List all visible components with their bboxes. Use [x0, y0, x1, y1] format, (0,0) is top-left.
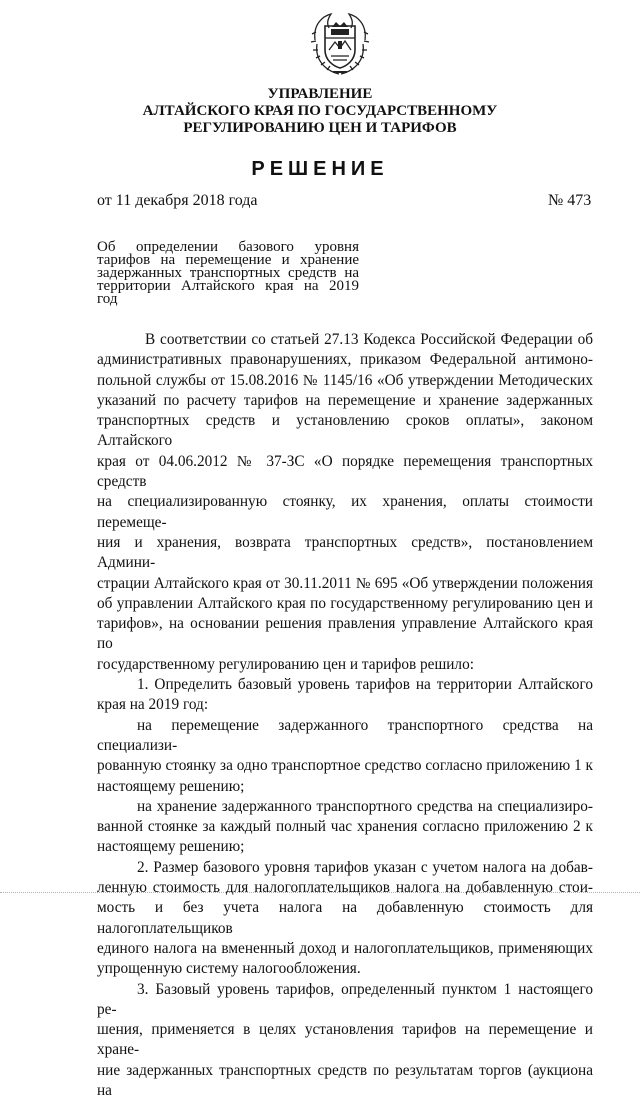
- subject-line: Об определении базового уровня: [97, 239, 359, 255]
- document-subject: [97, 241, 359, 306]
- body-line: края от 04.06.2012 № 37-ЗС «О порядке перемещения транспортных средств: [97, 452, 593, 491]
- subject-line: территории Алтайского края на 2019: [97, 278, 359, 294]
- document-date: от 11 декабря 2018 года: [97, 192, 258, 209]
- body-line: на специализированную стоянку, их хранения, оплаты стоимости перемеще-: [97, 493, 593, 531]
- subject-line: год: [97, 291, 118, 307]
- body-line: В соответствии со статьей 27.13 Кодекса Российской Федерации об: [145, 331, 593, 348]
- body-line: ванной стоянке за каждый полный час хранения согласно приложению 2 к: [97, 818, 593, 836]
- subject-line: задержанных транспортных средств на: [97, 265, 359, 281]
- body-line: 2. Размер базового уровня тарифов указан с учетом налога на добав-: [137, 858, 593, 876]
- body-line: польной службы от 15.08.2016 № 1145/16 «Об утверждении Методических: [97, 371, 593, 389]
- body-line: шения, применяется в целях установления тарифов на перемещение и хране-: [97, 1021, 593, 1059]
- body-line: на перемещение задержанного транспортного средства на специализи-: [97, 716, 593, 754]
- page-bottom-divider: [0, 892, 640, 893]
- body-line: транспортных средств и установлению сроков оплаты», законом Алтайского: [97, 412, 593, 450]
- body-line: 3. Базовый уровень тарифов, определенный пунктом 1 настоящего ре-: [97, 980, 593, 1018]
- authority-name-line-2: АЛТАЙСКОГО КРАЯ ПО ГОСУДАРСТВЕННОМУ: [142, 103, 498, 119]
- document-title: РЕШЕНИЕ: [251, 158, 389, 180]
- document-number: № 473: [548, 192, 592, 209]
- body-line: рованную стоянку за одно транспортное средство согласно приложению 1 к: [97, 757, 593, 775]
- body-line: настоящему решению;: [97, 777, 245, 795]
- authority-name-line-1: УПРАВЛЕНИЕ: [267, 86, 373, 102]
- body-line: ния и хранения, возврата транспортных средств», постановлением Админи-: [97, 533, 593, 572]
- body-line: упрощенную систему налогообложения.: [97, 960, 361, 978]
- body-line: государственному регулированию цен и тарифов решило:: [97, 655, 474, 673]
- body-line: об управлении Алтайского края по государственному регулированию цен и: [97, 594, 593, 612]
- body-line: 1. Определить базовый уровень тарифов на территории Алтайского: [137, 676, 593, 694]
- document-body: [97, 330, 593, 1101]
- body-line: тарифов», на основании решения правления управление Алтайского края по: [97, 615, 593, 653]
- coat-of-arms-icon: [309, 10, 371, 78]
- body-line: ние задержанных транспортных средств по результатам торгов (аукциона на: [97, 1061, 593, 1099]
- body-line: единого налога на вмененный доход и налогоплательщиков, применяющих: [97, 939, 593, 957]
- authority-name-line-3: РЕГУЛИРОВАНИЮ ЦЕН И ТАРИФОВ: [183, 120, 457, 136]
- body-line: настоящему решению;: [97, 838, 245, 856]
- body-line: ленную стоимость для налогоплательщиков налога на добавленную стои-: [97, 879, 593, 897]
- body-line: края на 2019 год:: [97, 696, 209, 714]
- body-line: мость и без учета налога на добавленную стоимость для налогоплательщиков: [97, 899, 593, 937]
- body-line: административных правонарушениях, приказом Федеральной антимоно-: [97, 351, 593, 369]
- body-line: на хранение задержанного транспортного средства на специализиро-: [137, 797, 593, 815]
- body-line: страции Алтайского края от 30.11.2011 № 695 «Об утверждении положения: [97, 574, 593, 592]
- subject-line: тарифов на перемещение и хранение: [97, 252, 359, 268]
- body-line: указаний по расчету тарифов на перемещение и хранение задержанных: [97, 391, 593, 409]
